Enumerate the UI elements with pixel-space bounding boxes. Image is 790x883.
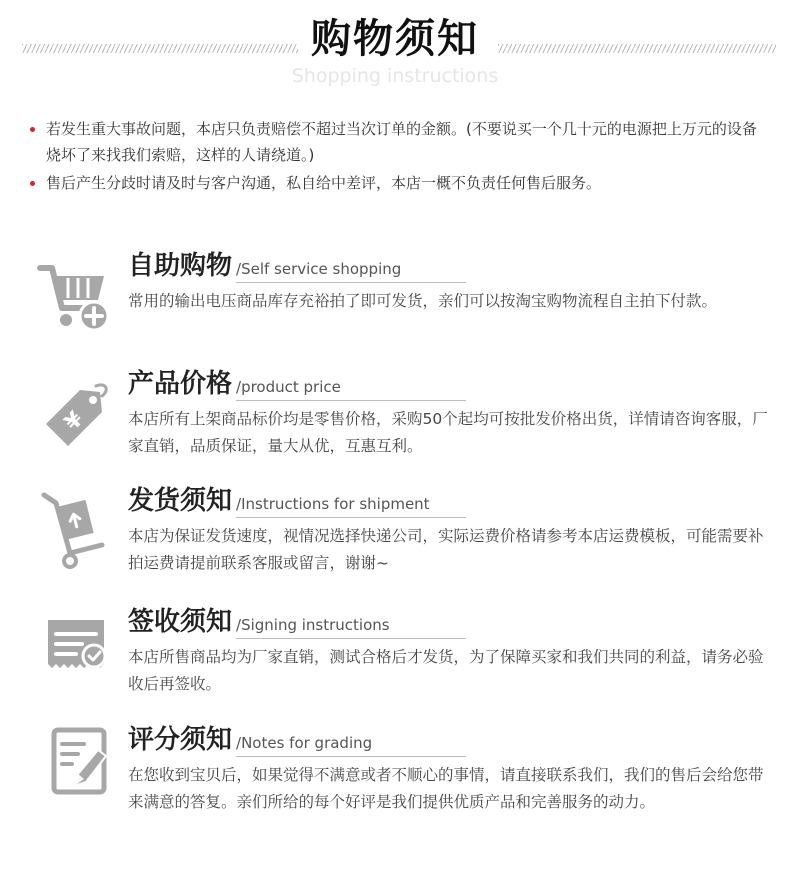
section-text: 常用的输出电压商品库存充裕拍了即可发货，亲们可以按淘宝购物流程自主拍下付款。 <box>128 292 718 310</box>
section-underline <box>236 517 466 518</box>
bullet-dot-icon <box>30 181 35 186</box>
section-subtitle: /Notes for grading <box>236 734 373 752</box>
hand-truck-icon <box>36 489 112 565</box>
page-header <box>0 0 790 100</box>
section-underline <box>236 400 466 401</box>
section-title: 评分须知 <box>128 725 233 755</box>
section-subtitle: /Self service shopping <box>236 260 402 278</box>
section-heading <box>128 250 401 282</box>
section-title: 产品价格 <box>128 369 233 399</box>
price-tag-icon <box>36 378 112 454</box>
notice-text: 售后产生分歧时请及时与客户沟通，私自给中差评，本店一概不负责任何售后服务。 <box>46 174 602 192</box>
receipt-check-icon <box>36 612 112 688</box>
section-title: 发货须知 <box>128 486 233 516</box>
page-title: 购物须知 <box>311 16 479 62</box>
section-heading <box>128 485 430 517</box>
notice-list <box>30 116 770 198</box>
section-text: 本店所有上架商品标价均是零售价格，采购50个起均可按批发价格出货，详情请咨询客服，厂家直销，品质保证，量大从优，互惠互利。 <box>128 410 768 455</box>
section-underline <box>236 638 466 639</box>
notice-text: 若发生重大事故问题，本店只负责赔偿不超过当次订单的金额。(不要说买一个几十元的电源把上万元的设备烧坏了来找我们索赔，这样的人请绕道。) <box>46 120 757 164</box>
notice-item <box>30 170 770 196</box>
section-title: 签收须知 <box>128 607 233 637</box>
section-text: 本店所售商品均为厂家直销，测试合格后才发货，为了保障买家和我们共同的利益，请务必验收后再签收。 <box>128 648 764 693</box>
section-underline <box>236 756 466 757</box>
section-subtitle: /Signing instructions <box>236 616 390 634</box>
page-subtitle: Shopping instructions <box>291 65 499 87</box>
bullet-dot-icon <box>30 127 35 132</box>
section-subtitle: /product price <box>236 378 341 396</box>
shopping-cart-add-icon <box>36 258 112 334</box>
section-heading <box>128 724 372 756</box>
section-heading <box>128 368 341 400</box>
notice-item <box>30 116 770 168</box>
section-underline <box>236 282 466 283</box>
section-title: 自助购物 <box>128 251 233 281</box>
section-text: 本店为保证发货速度，视情况选择快递公司，实际运费价格请参考本店运费模板，可能需要补拍运费请提前联系客服或留言，谢谢~ <box>128 527 764 572</box>
section-heading <box>128 606 390 638</box>
section-subtitle: /Instructions for shipment <box>236 495 430 513</box>
svg-text:¥: ¥ <box>60 407 89 436</box>
document-edit-icon <box>36 726 112 802</box>
section-text: 在您收到宝贝后，如果觉得不满意或者不顺心的事情，请直接联系我们，我们的售后会给您带来满意的答复。亲们所给的每个好评是我们提供优质产品和完善服务的动力。 <box>128 766 764 811</box>
